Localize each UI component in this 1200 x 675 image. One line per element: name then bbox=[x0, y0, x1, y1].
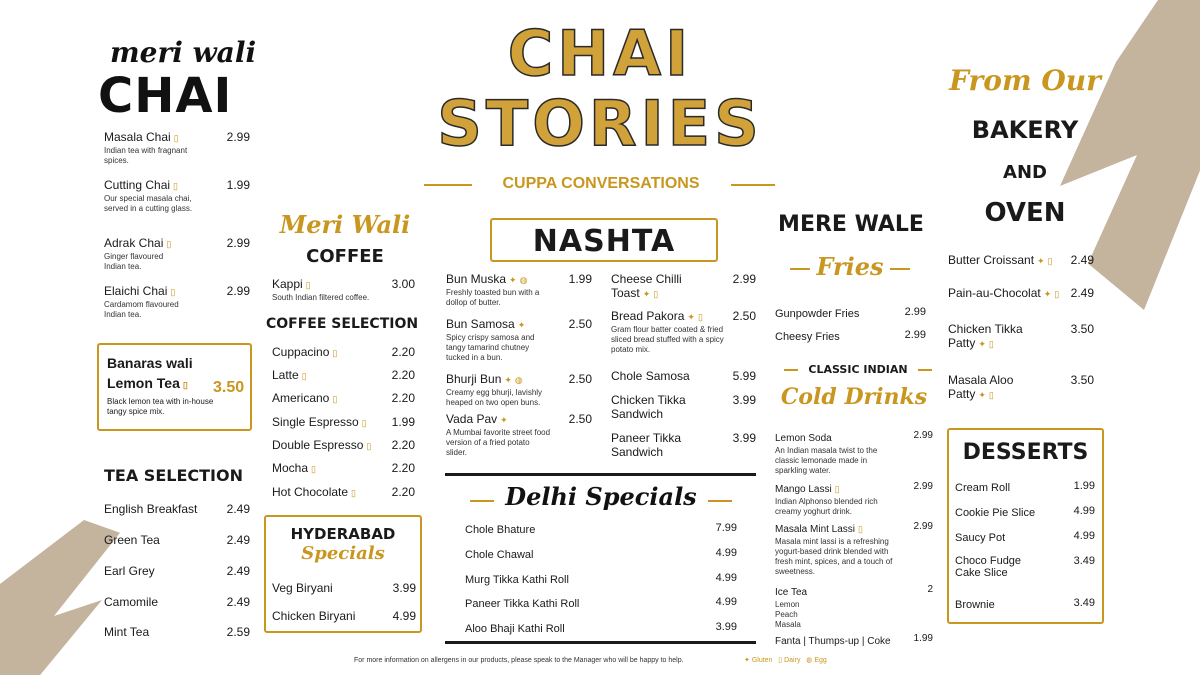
item-name: Cheesy Fries bbox=[775, 331, 840, 343]
item-name: Chole Samosa bbox=[611, 369, 690, 383]
item-price: 2.99 bbox=[226, 130, 250, 144]
wheat-icon: ✦ bbox=[687, 312, 695, 322]
item-desc: Indian Alphonso blended rich creamy yoghurt drink. bbox=[775, 497, 878, 516]
legend-gluten: Gluten bbox=[751, 657, 773, 664]
item-name-line2: Toast bbox=[611, 286, 640, 300]
chai-item-adrak bbox=[104, 236, 250, 272]
item-price: 2.99 bbox=[226, 236, 250, 250]
item-price: 2.99 bbox=[913, 481, 933, 492]
cold-drink-item bbox=[775, 481, 933, 517]
cold-drinks-title: CLASSIC INDIAN bbox=[808, 363, 908, 376]
item-name: English Breakfast bbox=[104, 502, 198, 516]
wheat-icon: ✦ bbox=[1043, 289, 1052, 299]
item-name: Butter Croissant bbox=[948, 253, 1035, 267]
item-desc: Lemon Peach Masala bbox=[775, 600, 801, 629]
item-name: Fanta | Thumps-up | Coke bbox=[775, 636, 891, 647]
allergen-note: For more information on allergens in our products, please speak to the Manager who will be happy to help. bbox=[354, 657, 684, 664]
item-price: 2.50 bbox=[568, 412, 592, 426]
item-name: Aloo Bhaji Kathi Roll bbox=[465, 623, 565, 635]
subtitle-rule-left bbox=[424, 184, 472, 186]
item-price: 3.99 bbox=[392, 581, 416, 595]
dessert-item bbox=[955, 597, 1095, 611]
egg-icon: ◍ bbox=[514, 375, 523, 385]
wheat-icon: ✦ bbox=[978, 390, 986, 400]
milk-bottle-icon: ▯ bbox=[173, 133, 179, 143]
item-price: 3.99 bbox=[732, 431, 756, 445]
item-name: Cuppacino bbox=[272, 345, 330, 359]
subtitle-rule-right bbox=[731, 184, 775, 186]
milk-bottle-icon: ▯ bbox=[1047, 256, 1053, 266]
item-price: 4.99 bbox=[715, 572, 737, 584]
milk-bottle-icon: ▯ bbox=[1054, 289, 1060, 299]
bakery-line2: AND bbox=[1003, 162, 1047, 183]
delhi-rule-right bbox=[708, 500, 732, 502]
item-price: 1.99 bbox=[913, 633, 933, 644]
milk-bottle-icon: ▯ bbox=[305, 280, 311, 290]
item-name: Americano bbox=[272, 391, 330, 405]
item-price: 4.99 bbox=[1073, 530, 1095, 542]
item-name: Bread Pakora bbox=[611, 309, 685, 323]
coffee-item bbox=[272, 461, 415, 475]
desserts-box bbox=[947, 428, 1104, 624]
bakery-item bbox=[948, 286, 1094, 300]
item-name: Bhurji Bun bbox=[446, 372, 502, 386]
item-name: Masala Chai bbox=[104, 130, 171, 144]
item-price: 4.99 bbox=[715, 547, 737, 559]
coffee-item bbox=[272, 415, 415, 429]
item-desc: Cardamom flavoured Indian tea. bbox=[104, 300, 179, 319]
delhi-item bbox=[465, 547, 737, 561]
bakery-item bbox=[948, 373, 1094, 401]
item-price: 1.99 bbox=[226, 178, 250, 192]
item-price: 1.99 bbox=[568, 272, 592, 286]
item-price: 7.99 bbox=[715, 522, 737, 534]
tea-selection-title: TEA SELECTION bbox=[104, 466, 243, 485]
hyderabad-item bbox=[272, 581, 416, 595]
cold-drink-item bbox=[775, 633, 933, 647]
wheat-icon: ✦ bbox=[517, 320, 526, 330]
nashta-item bbox=[611, 431, 756, 459]
item-name-line2: Patty bbox=[948, 336, 976, 350]
item-name-line1: Cheese Chilli bbox=[611, 272, 682, 286]
nashta-item bbox=[446, 272, 592, 308]
milk-bottle-icon: ▯ bbox=[858, 524, 863, 534]
wheat-icon: ✦ bbox=[744, 657, 750, 664]
bakery-script-title: From Our bbox=[949, 64, 1101, 97]
coffee-item bbox=[272, 485, 415, 499]
dessert-item bbox=[955, 505, 1095, 519]
banaras-desc: Black lemon tea with in-house tangy spice mix. bbox=[107, 397, 214, 416]
delhi-item bbox=[465, 572, 737, 586]
item-name: Earl Grey bbox=[104, 564, 155, 578]
bakery-line3: OVEN bbox=[984, 198, 1066, 228]
nashta-item bbox=[611, 369, 756, 383]
item-price: 3.99 bbox=[732, 393, 756, 407]
item-name: Cream Roll bbox=[955, 482, 1011, 494]
coffee-selection-title: COFFEE SELECTION bbox=[266, 316, 419, 332]
item-price: 2.99 bbox=[913, 430, 933, 441]
item-name: Brownie bbox=[955, 599, 995, 611]
item-price: 4.99 bbox=[715, 596, 737, 608]
milk-bottle-icon: ▯ bbox=[653, 289, 659, 299]
item-price: 4.99 bbox=[1073, 505, 1095, 517]
item-desc: Masala mint lassi is a refreshing yogurt-based drink blended with fresh mint, spices, and a touch of sweetness. bbox=[775, 537, 893, 576]
item-price: 2.20 bbox=[391, 438, 415, 452]
wheat-icon: ✦ bbox=[1037, 256, 1045, 266]
milk-bottle-icon: ▯ bbox=[834, 484, 840, 494]
item-name: Lemon Soda bbox=[775, 433, 832, 444]
item-price: 2.50 bbox=[568, 372, 592, 386]
item-name: Chole Bhature bbox=[465, 524, 536, 536]
milk-bottle-icon: ▯ bbox=[182, 380, 188, 390]
nashta-item bbox=[611, 272, 756, 300]
delhi-item bbox=[465, 522, 737, 536]
item-desc: A Mumbai favorite street food version of a fried potato slider. bbox=[446, 428, 551, 457]
item-price: 2.49 bbox=[1070, 286, 1094, 300]
tea-item bbox=[104, 502, 250, 516]
item-price: 2.49 bbox=[226, 533, 250, 547]
fries-item bbox=[775, 306, 926, 320]
item-name-line1: Paneer Tikka bbox=[611, 431, 682, 445]
hyderabad-title: HYDERABAD bbox=[290, 525, 396, 543]
item-desc: An Indian masala twist to the classic lemonade made in sparkling water. bbox=[775, 446, 878, 475]
cold-drink-item bbox=[775, 521, 933, 577]
milk-bottle-icon: ▯ bbox=[988, 339, 994, 349]
item-name: Murg Tikka Kathi Roll bbox=[465, 574, 569, 586]
item-desc: Our special masala chai, served in a cutting glass. bbox=[104, 194, 193, 213]
item-name: Gunpowder Fries bbox=[775, 308, 860, 320]
item-name: Mocha bbox=[272, 461, 309, 475]
item-desc: Freshly toasted bun with a dollop of butter. bbox=[446, 288, 540, 307]
nashta-item bbox=[446, 412, 592, 458]
delhi-rule-bottom bbox=[445, 641, 756, 644]
item-price: 2.20 bbox=[391, 461, 415, 475]
chai-item-elaichi bbox=[104, 284, 250, 320]
item-price: 3.99 bbox=[715, 621, 737, 633]
dessert-item bbox=[955, 480, 1095, 494]
milk-bottle-icon: ▯ bbox=[173, 181, 178, 191]
item-name: Double Espresso bbox=[272, 438, 364, 452]
delhi-title: Delhi Specials bbox=[505, 482, 697, 511]
item-price: 2.99 bbox=[904, 306, 926, 318]
item-price: 2.20 bbox=[391, 391, 415, 405]
milk-bottle-icon: ▯ bbox=[366, 441, 372, 451]
item-name-line2: Sandwich bbox=[611, 445, 664, 459]
coffee-item bbox=[272, 391, 415, 405]
coffee-item-kappi bbox=[272, 277, 415, 303]
fries-rule-left bbox=[790, 268, 810, 270]
milk-bottle-icon: ▯ bbox=[332, 348, 338, 358]
chai-script-title: meri wali bbox=[110, 36, 257, 69]
chai-item-cutting bbox=[104, 178, 250, 214]
item-price: 2.20 bbox=[391, 345, 415, 359]
nashta-title-box bbox=[490, 218, 718, 262]
item-price: 3.00 bbox=[391, 277, 415, 291]
cold-drink-item bbox=[775, 430, 933, 476]
hyderabad-item bbox=[272, 609, 416, 623]
legend-dairy: Dairy bbox=[784, 657, 801, 664]
banaras-name-line1: Banaras wali bbox=[107, 355, 193, 371]
cold-drinks-rule-right bbox=[918, 369, 932, 371]
item-price: 4.99 bbox=[392, 609, 416, 623]
coffee-title: COFFEE bbox=[306, 246, 384, 267]
egg-icon: ◍ bbox=[519, 275, 528, 285]
item-desc: Creamy egg bhurji, lavishly heaped on two open buns. bbox=[446, 388, 543, 407]
coffee-item bbox=[272, 368, 415, 382]
nashta-item bbox=[611, 393, 756, 421]
milk-bottle-icon: ▯ bbox=[988, 390, 994, 400]
dessert-item bbox=[955, 555, 1095, 579]
item-price: 2.59 bbox=[226, 625, 250, 639]
item-name: Ice Tea bbox=[775, 587, 808, 598]
banaras-lemon-tea-box bbox=[97, 343, 252, 431]
item-price: 2.99 bbox=[226, 284, 250, 298]
item-name-line2-wrap bbox=[948, 387, 1094, 401]
tea-item bbox=[104, 564, 250, 578]
nashta-item bbox=[446, 372, 592, 408]
fries-item bbox=[775, 329, 926, 343]
chai-title: CHAI bbox=[98, 68, 233, 124]
item-name: Saucy Pot bbox=[955, 532, 1006, 544]
banaras-price: 3.50 bbox=[213, 379, 245, 396]
item-price: 2.49 bbox=[226, 595, 250, 609]
delhi-item bbox=[465, 596, 737, 610]
banaras-name-line2 bbox=[107, 375, 188, 391]
item-name: Bun Muska bbox=[446, 272, 507, 286]
banaras-name-line2-text: Lemon Tea bbox=[107, 375, 180, 391]
item-name: Latte bbox=[272, 368, 299, 382]
bakery-line1: BAKERY bbox=[971, 116, 1079, 144]
dessert-item bbox=[955, 530, 1095, 544]
item-price: 2.99 bbox=[904, 329, 926, 341]
desserts-title: DESSERTS bbox=[962, 440, 1089, 465]
milk-bottle-icon: ▯ bbox=[778, 657, 783, 664]
fries-script-title: Fries bbox=[816, 252, 884, 281]
item-name: Cookie Pie Slice bbox=[955, 507, 1036, 519]
item-name-line1: Masala Aloo bbox=[948, 373, 1014, 387]
item-price: 2.49 bbox=[1070, 253, 1094, 267]
item-name: Single Espresso bbox=[272, 415, 359, 429]
item-name: Masala Mint Lassi bbox=[775, 524, 856, 535]
milk-bottle-icon: ▯ bbox=[361, 418, 367, 428]
item-name: Green Tea bbox=[104, 533, 160, 547]
item-name: Chole Chawal bbox=[465, 549, 534, 561]
fries-rule-right bbox=[890, 268, 910, 270]
item-desc: South Indian filtered coffee. bbox=[272, 293, 370, 302]
milk-bottle-icon: ▯ bbox=[351, 488, 356, 498]
item-price: 2.50 bbox=[732, 309, 756, 323]
item-price: 2.20 bbox=[391, 368, 415, 382]
nashta-item bbox=[611, 309, 756, 355]
egg-icon: ◍ bbox=[806, 657, 813, 664]
item-name: Camomile bbox=[104, 595, 159, 609]
item-price: 2.49 bbox=[226, 564, 250, 578]
item-price: 2.99 bbox=[732, 272, 756, 286]
brand-subtitle: CUPPA CONVERSATIONS bbox=[502, 175, 700, 192]
item-price: 1.99 bbox=[1073, 480, 1095, 492]
item-price: 1.99 bbox=[391, 415, 415, 429]
bakery-item bbox=[948, 322, 1094, 350]
wheat-icon: ✦ bbox=[978, 339, 986, 349]
milk-bottle-icon: ▯ bbox=[301, 371, 307, 381]
milk-bottle-icon: ▯ bbox=[332, 394, 338, 404]
item-desc: Gram flour batter coated & fried sliced bread stuffed with a spicy potato mix. bbox=[611, 325, 724, 354]
coffee-item bbox=[272, 438, 415, 452]
item-price: 5.99 bbox=[732, 369, 756, 383]
item-price: 2.50 bbox=[568, 317, 592, 331]
fries-title: MERE WALE bbox=[778, 212, 924, 237]
item-name: Adrak Chai bbox=[104, 236, 164, 250]
wheat-icon: ✦ bbox=[509, 275, 517, 285]
item-price: 2.20 bbox=[391, 485, 415, 499]
item-name: Mint Tea bbox=[104, 625, 150, 639]
wheat-icon: ✦ bbox=[500, 415, 508, 425]
item-price: 3.49 bbox=[1073, 597, 1095, 609]
item-name: Hot Chocolate bbox=[272, 485, 349, 499]
item-name-line1: Chicken Tikka bbox=[611, 393, 686, 407]
item-price: 3.50 bbox=[1070, 373, 1094, 387]
item-name-line2: Sandwich bbox=[611, 407, 664, 421]
bakery-item bbox=[948, 253, 1094, 267]
hyderabad-script-title: Specials bbox=[301, 543, 385, 564]
item-name: Pain-au-Chocolat bbox=[948, 286, 1041, 300]
item-name: Mango Lassi bbox=[775, 484, 832, 495]
brand-title-line2: STORIES bbox=[437, 87, 763, 160]
item-desc: Spicy crispy samosa and tangy tamarind chutney tucked in a bun. bbox=[446, 333, 535, 362]
tea-item bbox=[104, 533, 250, 547]
item-name-line2-wrap bbox=[948, 336, 1094, 350]
wheat-icon: ✦ bbox=[642, 289, 651, 299]
item-price: 3.49 bbox=[1073, 555, 1095, 567]
coffee-item bbox=[272, 345, 415, 359]
allergen-legend bbox=[744, 656, 827, 664]
item-name-line2-wrap bbox=[611, 286, 756, 300]
cold-drinks-script-title: Cold Drinks bbox=[780, 384, 928, 410]
item-name: Elaichi Chai bbox=[104, 284, 168, 298]
wheat-icon: ✦ bbox=[504, 375, 512, 385]
delhi-rule-top bbox=[445, 473, 756, 476]
item-name: Bun Samosa bbox=[446, 317, 515, 331]
milk-bottle-icon: ▯ bbox=[166, 239, 172, 249]
tea-item bbox=[104, 625, 250, 639]
cold-drink-item bbox=[775, 584, 933, 630]
item-name: Paneer Tikka Kathi Roll bbox=[465, 598, 580, 610]
item-desc: Indian tea with fragnant spices. bbox=[104, 146, 188, 165]
item-name: Kappi bbox=[272, 277, 303, 291]
milk-bottle-icon: ▯ bbox=[311, 464, 316, 474]
milk-bottle-icon: ▯ bbox=[170, 287, 176, 297]
nashta-title: NASHTA bbox=[532, 224, 676, 259]
item-name-line2: Cake Slice bbox=[955, 567, 1008, 579]
coffee-script-title: Meri Wali bbox=[279, 210, 411, 239]
item-price: 3.50 bbox=[1070, 322, 1094, 336]
item-name: Chicken Biryani bbox=[272, 609, 356, 623]
item-name-line2: Patty bbox=[948, 387, 976, 401]
item-name: Vada Pav bbox=[446, 412, 498, 426]
item-name-line1: Choco Fudge bbox=[955, 555, 1022, 567]
item-price: 2.99 bbox=[913, 521, 933, 532]
milk-bottle-icon: ▯ bbox=[697, 312, 703, 322]
tea-item bbox=[104, 595, 250, 609]
brand-title-line1: CHAI bbox=[507, 17, 693, 90]
item-name-line1: Chicken Tikka bbox=[948, 322, 1023, 336]
brush-stroke-bottom-left bbox=[0, 520, 120, 675]
hyderabad-specials-box bbox=[264, 515, 422, 633]
legend-egg: Egg bbox=[814, 657, 827, 664]
item-desc: Ginger flavoured Indian tea. bbox=[104, 252, 164, 271]
item-name: Cutting Chai bbox=[104, 178, 171, 192]
nashta-item bbox=[446, 317, 592, 363]
item-price: 2 bbox=[927, 584, 933, 595]
item-name: Veg Biryani bbox=[272, 581, 333, 595]
delhi-item bbox=[465, 621, 737, 635]
item-price: 2.49 bbox=[226, 502, 250, 516]
